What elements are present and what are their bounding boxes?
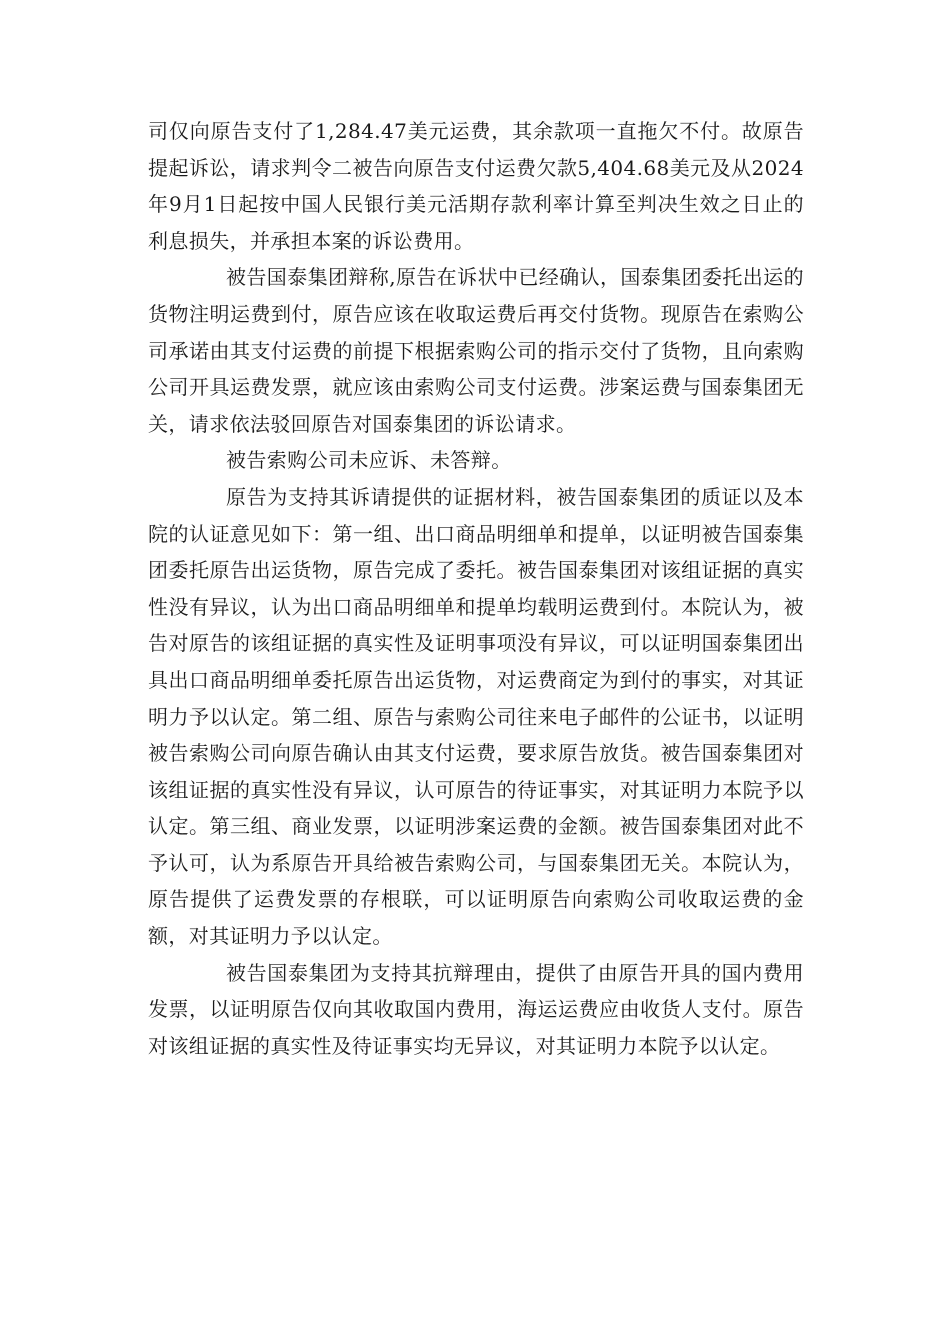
paragraph-4: 原告为支持其诉请提供的证据材料，被告国泰集团的质证以及本院的认证意见如下：第一组、出口商品明细单和提单，以证明被告国泰集团委托原告出运货物，原告完成了委托。被告国泰集团对该组证据的真实性没有异议，认为出口商品明细单和提单均载明运费到付。本院认为，被告对原告的该组证据的真实性及证明事项没有异议，可以证明国泰集团出具出口商品明细单委托原告出运货物，对运费商定为到付的事实，对其证明力予以认定。第二组、原告与索购公司往来电子邮件的公证书，以证明被告索购公司向原告确认由其支付运费，要求原告放货。被告国泰集团对该组证据的真实性没有异议，认可原告的待证事实，对其证明力本院予以认定。第三组、商业发票，以证明涉案运费的金额。被告国泰集团对此不予认可，认为系原告开具给被告索购公司，与国泰集团无关。本院认为，原告提供了运费发票的存根联，可以证明原告向索购公司收取运费的金额，对其证明力予以认定。 [148, 484, 804, 949]
paragraph-5: 被告国泰集团为支持其抗辩理由，提供了由原告开具的国内费用发票，以证明原告仅向其收取国内费用，海运运费应由收货人支付。原告对该组证据的真实性及待证事实均无异议，对其证明力本院予以认定。 [148, 960, 804, 1058]
document-body [148, 113, 804, 1064]
paragraph-1: 司仅向原告支付了1,284.47美元运费，其余款项一直拖欠不付。故原告提起诉讼，请求判令二被告向原告支付运费欠款5,404.68美元及从2024年9月1日起按中国人民银行美元活期存款利率计算至判决生效之日止的利息损失，并承担本案的诉讼费用。 [148, 119, 804, 253]
paragraph-3: 被告索购公司未应诉、未答辩。 [226, 448, 512, 473]
paragraph-2: 被告国泰集团辩称,原告在诉状中已经确认，国泰集团委托出运的货物注明运费到付，原告应该在收取运费后再交付货物。现原告在索购公司承诺由其支付运费的前提下根据索购公司的指示交付了货物，且向索购公司开具运费发票，就应该由索购公司支付运费。涉案运费与国泰集团无关，请求依法驳回原告对国泰集团的诉讼请求。 [148, 265, 804, 436]
